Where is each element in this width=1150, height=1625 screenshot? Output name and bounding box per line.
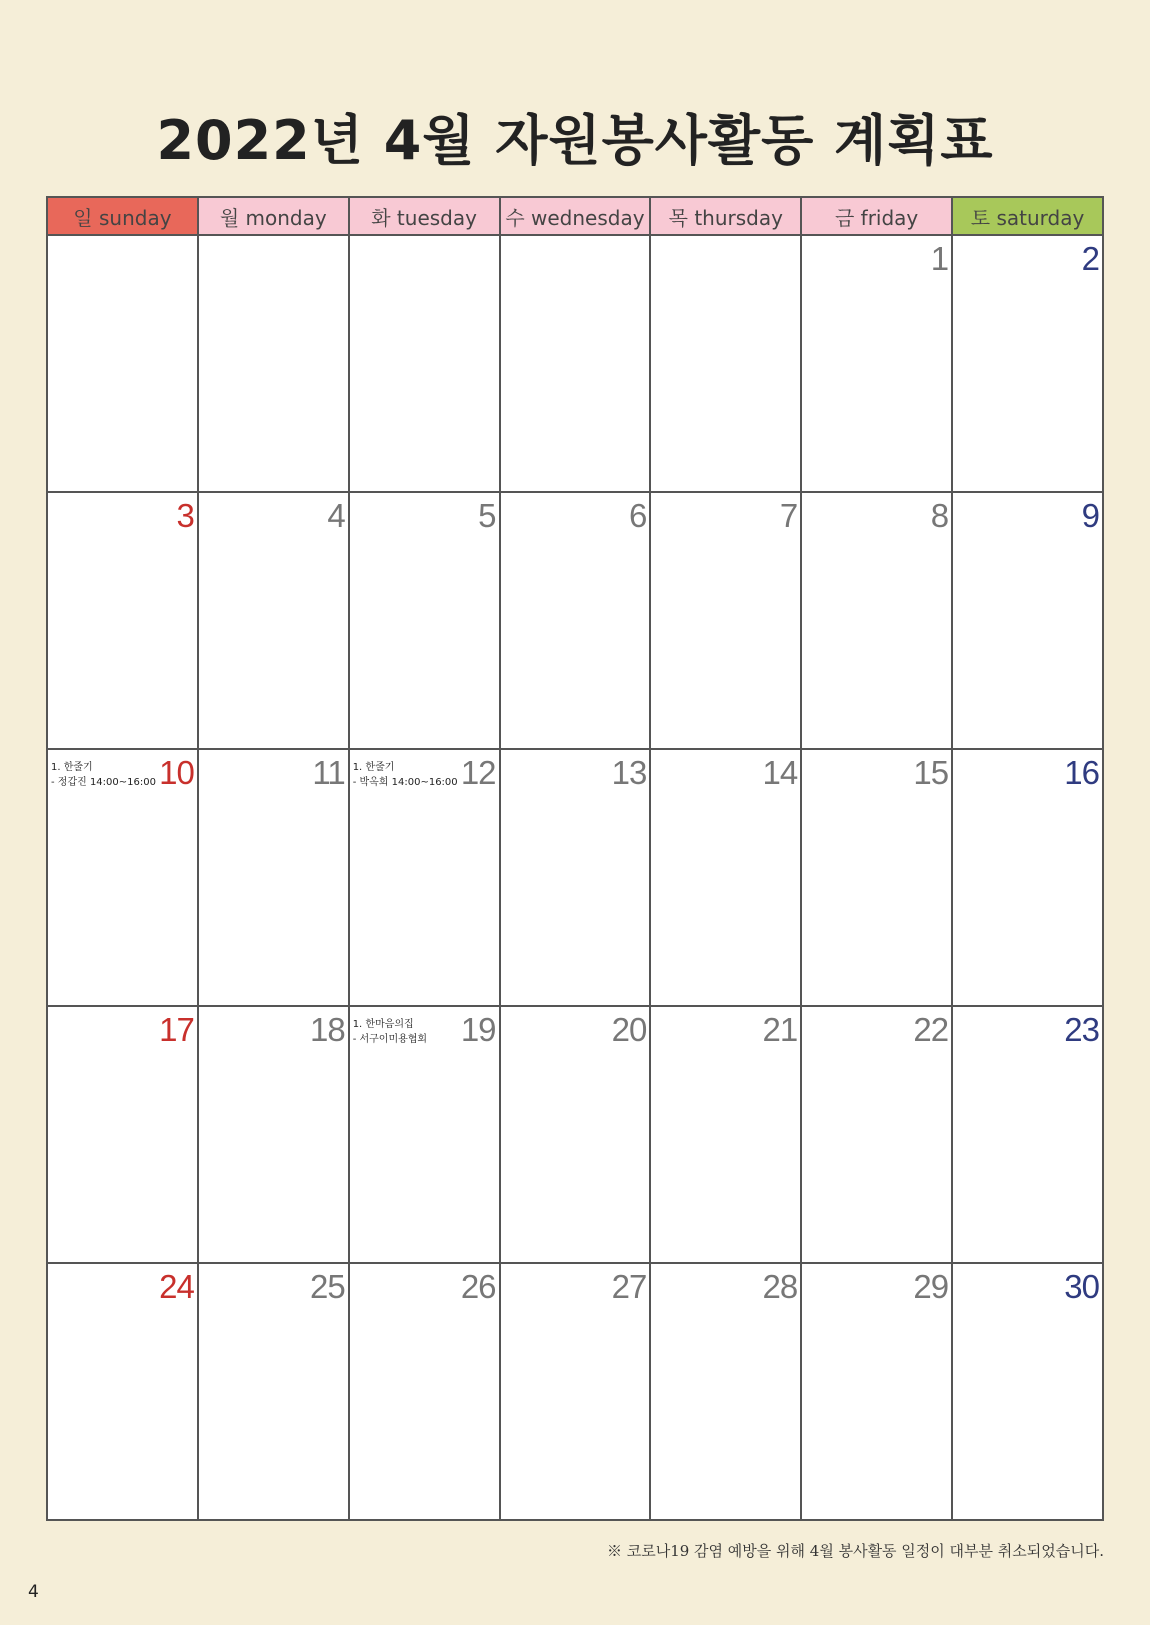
calendar-day-cell [801, 1263, 952, 1520]
page-number: 4 [28, 1582, 39, 1602]
calendar-day-cell [500, 492, 651, 749]
calendar-day-cell [198, 749, 349, 1006]
calendar-week-row [47, 492, 1103, 749]
calendar-day-cell [500, 749, 651, 1006]
calendar-day-cell [198, 492, 349, 749]
event-note-line: - 박옥희 14:00~16:00 [352, 777, 458, 788]
calendar-day-cell [650, 1006, 801, 1263]
calendar-day-cell [500, 235, 651, 492]
day-number: 21 [762, 1011, 798, 1048]
calendar-day-cell [952, 749, 1103, 1006]
weekday-header-tuesday: 화 tuesday [349, 197, 500, 235]
calendar-day-cell [650, 1263, 801, 1520]
calendar-week-row [47, 1263, 1103, 1520]
event-note [51, 760, 156, 790]
weekday-header-monday: 월 monday [198, 197, 349, 235]
event-note-line: 1. 한줄기 [352, 762, 395, 773]
day-number: 7 [779, 497, 798, 534]
calendar-body [47, 235, 1103, 1520]
day-number: 20 [611, 1011, 647, 1048]
calendar-day-cell [801, 1006, 952, 1263]
event-note-line: - 정갑진 14:00~16:00 [51, 777, 156, 788]
calendar-day-cell [47, 235, 198, 492]
day-number: 14 [762, 754, 798, 791]
calendar-day-cell [349, 1006, 500, 1263]
calendar-day-cell [801, 749, 952, 1006]
weekday-header-sunday: 일 sunday [47, 197, 198, 235]
calendar-day-cell [500, 1263, 651, 1520]
calendar-day-cell [500, 1006, 651, 1263]
day-number: 28 [762, 1268, 798, 1305]
page-title: 2022년 4월 자원봉사활동 계획표 [156, 109, 994, 172]
day-number: 23 [1064, 1011, 1099, 1048]
day-number: 18 [309, 1011, 345, 1048]
calendar-day-cell [952, 492, 1103, 749]
day-number: 26 [460, 1268, 496, 1305]
event-note-line: 1. 한줄기 [51, 762, 93, 773]
calendar-day-cell [349, 1263, 500, 1520]
calendar-day-cell [801, 235, 952, 492]
day-number: 19 [460, 1011, 496, 1048]
calendar-week-row [47, 749, 1103, 1006]
day-number: 12 [460, 754, 496, 791]
day-number: 27 [611, 1268, 647, 1305]
day-number: 4 [327, 497, 345, 534]
calendar-day-cell [952, 1263, 1103, 1520]
day-number: 10 [159, 754, 194, 791]
calendar-day-cell [198, 1006, 349, 1263]
event-note-line: - 서구이미용협회 [352, 1034, 428, 1045]
calendar-day-cell [349, 749, 500, 1006]
calendar-day-cell [650, 749, 801, 1006]
calendar-day-cell [47, 492, 198, 749]
calendar-day-cell [801, 492, 952, 749]
calendar-day-cell [47, 749, 198, 1006]
day-number: 22 [913, 1011, 949, 1048]
calendar-day-cell [952, 235, 1103, 492]
day-number: 6 [629, 497, 647, 534]
day-number: 30 [1064, 1268, 1099, 1305]
day-number: 15 [913, 754, 949, 791]
day-number: 25 [309, 1268, 345, 1305]
calendar-day-cell [952, 1006, 1103, 1263]
weekday-header-friday: 금 friday [801, 197, 952, 235]
day-number: 8 [930, 497, 949, 534]
calendar-day-cell [650, 492, 801, 749]
calendar-day-cell [47, 1006, 198, 1263]
day-number: 5 [478, 497, 496, 534]
calendar-day-cell [198, 235, 349, 492]
day-number: 24 [159, 1268, 194, 1305]
calendar-table [46, 196, 1104, 1521]
event-note-line: 1. 한마음의집 [352, 1019, 414, 1030]
day-number: 9 [1081, 497, 1099, 534]
event-note [353, 760, 458, 790]
footnote: ※ 코로나19 감염 예방을 위해 4월 봉사활동 일정이 대부분 취소되었습니다. [606, 1542, 1104, 1560]
calendar-day-cell [47, 1263, 198, 1520]
calendar-day-cell [349, 492, 500, 749]
weekday-header-wednesday: 수 wednesday [500, 197, 651, 235]
day-number: 2 [1081, 240, 1099, 277]
day-number: 29 [913, 1268, 949, 1305]
day-number: 16 [1064, 754, 1099, 791]
calendar-day-cell [349, 235, 500, 492]
day-number: 13 [611, 754, 647, 791]
day-number: 3 [176, 497, 194, 534]
weekday-header-saturday: 토 saturday [952, 197, 1103, 235]
weekday-header-row [47, 197, 1103, 235]
day-number: 17 [159, 1011, 194, 1048]
day-number: 1 [930, 240, 949, 277]
calendar-week-row [47, 1006, 1103, 1263]
calendar-week-row [47, 235, 1103, 492]
day-number: 11 [312, 754, 345, 791]
event-note [353, 1017, 427, 1047]
weekday-header-thursday: 목 thursday [650, 197, 801, 235]
calendar-day-cell [650, 235, 801, 492]
calendar-day-cell [198, 1263, 349, 1520]
